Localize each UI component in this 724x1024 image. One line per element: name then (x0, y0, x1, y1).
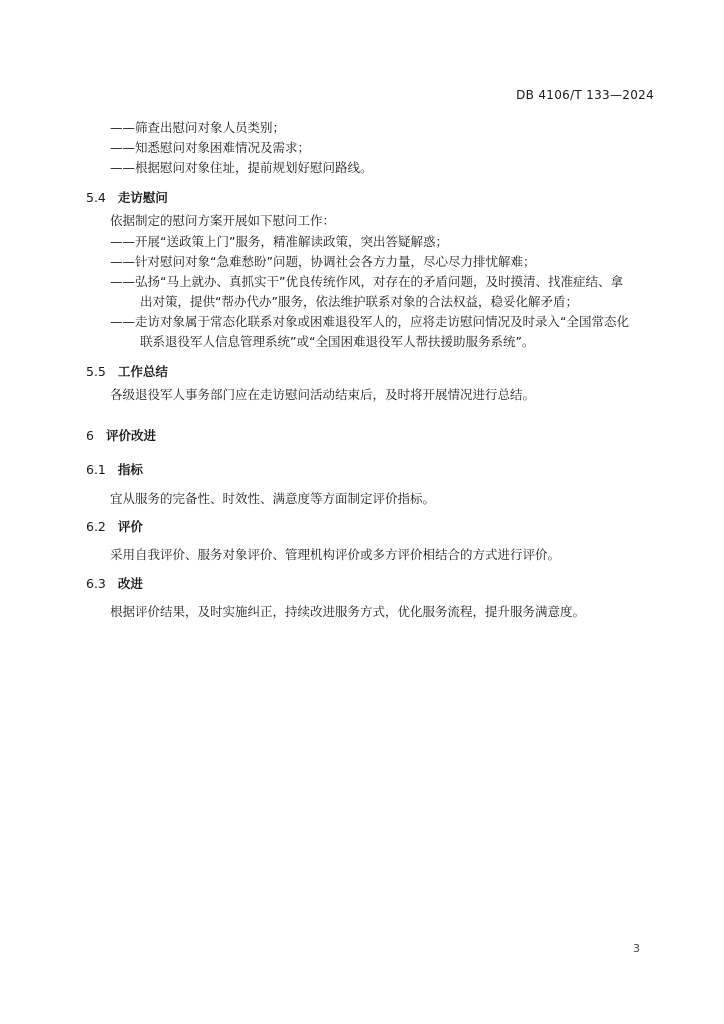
section-heading-6-2 (86, 519, 143, 535)
paragraph: 依据制定的慰问方案开展如下慰问工作： (110, 213, 336, 228)
section-heading-6 (86, 428, 156, 444)
paragraph: 宜从服务的完备性、时效性、满意度等方面制定评价指标。 (110, 491, 436, 506)
section-title: 指标 (117, 462, 143, 477)
list-item: ——弘扬“马上就办、真抓实干”优良传统作风，对存在的矛盾问题，及时摸清、找准症结、拿 (110, 274, 623, 289)
section-number: 5.5 (86, 364, 106, 379)
paragraph: 采用自我评价、服务对象评价、管理机构评价或多方评价相结合的方式进行评价。 (110, 547, 561, 562)
section-number: 6.2 (86, 519, 106, 534)
section-title: 评价改进 (105, 428, 156, 443)
section-number: 6.3 (86, 576, 106, 591)
section-number: 5.4 (86, 190, 106, 205)
section-heading-5-4 (86, 190, 168, 206)
section-heading-5-5 (86, 364, 168, 380)
list-item: ——筛查出慰问对象人员类别； (110, 120, 286, 135)
section-number: 6.1 (86, 462, 106, 477)
list-item: ——走访对象属于常态化联系对象或困难退役军人的，应将走访慰问情况及时录入“全国常态化 (110, 314, 629, 329)
section-title: 工作总结 (117, 364, 168, 379)
section-heading-6-1 (86, 462, 143, 478)
section-title: 评价 (117, 519, 143, 534)
section-heading-6-3 (86, 576, 143, 592)
list-item-continuation: 联系退役军人信息管理系统”或“全国困难退役军人帮扶援助服务系统”。 (140, 334, 535, 349)
section-title: 改进 (117, 576, 143, 591)
section-title: 走访慰问 (117, 190, 168, 205)
page-number: 3 (633, 942, 640, 955)
list-item: ——针对慰问对象“急难愁盼”问题，协调社会各方力量，尽心尽力排忧解难； (110, 254, 536, 269)
list-item: ——开展“送政策上门”服务，精准解读政策，突出答疑解惑； (110, 234, 448, 249)
list-item: ——知悉慰问对象困难情况及需求； (110, 140, 311, 155)
document-id: DB 4106/T 133—2024 (516, 88, 654, 102)
paragraph: 根据评价结果，及时实施纠正，持续改进服务方式，优化服务流程，提升服务满意度。 (110, 604, 586, 619)
list-item: ——根据慰问对象住址，提前规划好慰问路线。 (110, 160, 373, 175)
paragraph: 各级退役军人事务部门应在走访慰问活动结束后，及时将开展情况进行总结。 (110, 387, 536, 402)
list-item-continuation: 出对策，提供“帮办代办”服务，依法维护联系对象的合法权益，稳妥化解矛盾； (140, 294, 578, 309)
section-number: 6 (86, 428, 94, 443)
